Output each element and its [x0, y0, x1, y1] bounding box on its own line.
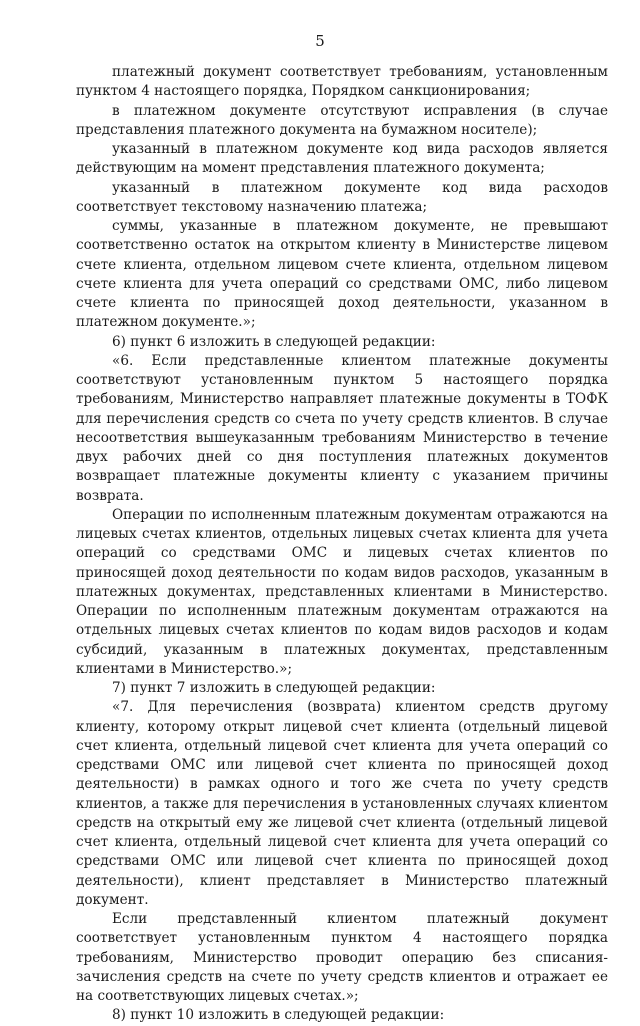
paragraph: 6) пункт 6 изложить в следующей редакции: — [112, 333, 436, 350]
page-number: 5 — [315, 32, 325, 50]
paragraph: Если представленный клиентом платежный документ соответствует установленным пунктом 4 настоящего порядка требованиям, Министерство проводит операцию без списания-зачисления средств на счете по учету средств клиентов и отражает ее на соответствующих лицевых счетах.»; — [76, 911, 608, 1004]
paragraph: 8) пункт 10 изложить в следующей редакции: — [112, 1007, 445, 1024]
document-body — [76, 63, 608, 1026]
paragraph: в платежном документе отсутствуют исправления (в случае представления платежного документа на бумажном носителе); — [76, 102, 608, 138]
paragraph: платежный документ соответствует требованиям, установленным пунктом 4 настоящего порядка, Порядком санкционирования; — [76, 64, 608, 100]
paragraph: «6. Если представленные клиентом платежные документы соответствуют установленным пунктом 5 настоящего порядка требованиям, Министерство направляет платежные документы в ТОФК для перечисления средств со счета по учету средств клиентов. В случае несоответствия вышеуказанным требованиям Министерство в течение двух рабочих дней со дня поступления платежных документов возвращает платежные документы клиенту с указанием причины возврата. — [76, 352, 608, 504]
paragraph: суммы, указанные в платежном документе, не превышают соответственно остаток на открытом клиенту в Министерстве лицевом счете клиента, отдельном лицевом счете клиента, отдельном лицевом счете клиента для учета операций со средствами ОМС, либо лицевом счете клиента по приносящей доход деятельности, указанном в платежном документе.»; — [76, 218, 608, 331]
paragraph: указанный в платежном документе код вида расходов соответствует текстовому назначению платежа; — [76, 179, 608, 215]
paragraph: «7. Для перечисления (возврата) клиентом средств другому клиенту, которому открыт лицевой счет клиента (отдельный лицевой счет клиента, отдельный лицевой счет клиента для учета операций со средствами ОМС или лицевой счет клиента по приносящей доход деятельности) в рамках одного и того же счета по учету средств клиентов, а также для перечисления в установленных случаях клиентом средств на открытый ему же лицевой счет клиента (отдельный лицевой счет клиента, отдельный лицевой счет клиента для учета операций со средствами ОМС или лицевой счет клиента по приносящей доход деятельности), клиент представляет в Министерство платежный документ. — [76, 699, 608, 908]
paragraph: указанный в платежном документе код вида расходов является действующим на момент представления платежного документа; — [76, 141, 608, 177]
paragraph: Операции по исполненным платежным документам отражаются на лицевых счетах клиентов, отдельных лицевых счетах клиента для учета операций со средствами ОМС и лицевых счетах клиентов по приносящей доход деятельности по кодам видов расходов, указанным в платежных документах, представленных клиентами в Министерство. Операции по исполненным платежным документам отражаются на отдельных лицевых счетах клиентов по кодам видов расходов и кодам субсидий, указанным в платежных документах, представленным клиентами в Министерство.»; — [76, 506, 608, 677]
paragraph: 7) пункт 7 изложить в следующей редакции: — [112, 680, 436, 696]
